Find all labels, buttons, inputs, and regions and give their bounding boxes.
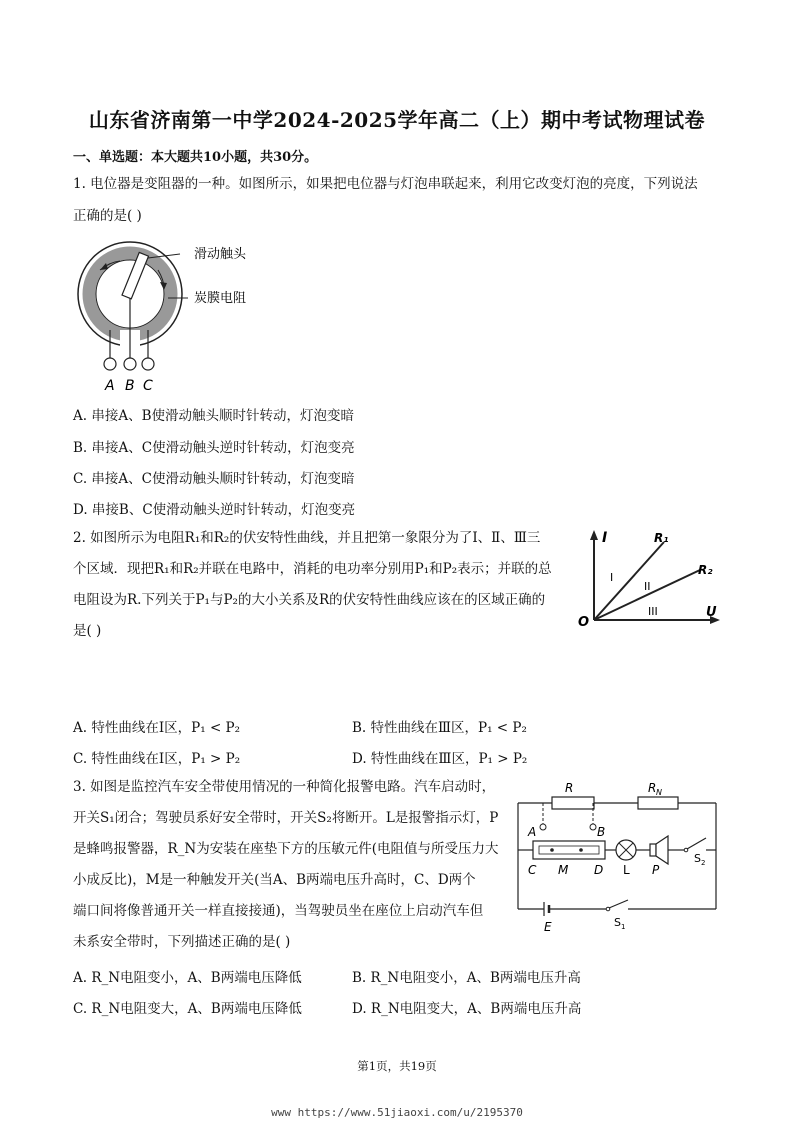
q3-text-line-6: 未系安全带时，下列描述正确的是( ) (73, 934, 291, 950)
r2-label: R₂ (698, 563, 713, 577)
q3-text-line-4: 小成反比)，M是一种触发开关(当A、B两端电压升高时，C、D两个 (73, 872, 476, 888)
page-footer: 第1页，共19页 (357, 1059, 437, 1073)
switch-s2-label: S (694, 852, 701, 865)
q1-option-a: A. 串接A、B使滑动触头顺时针转动，灯泡变暗 (73, 408, 355, 424)
battery-e-label: E (544, 920, 552, 934)
q2-option-c: C. 特性曲线在Ⅰ区，P₁ > P₂ (73, 751, 241, 767)
q1-option-d: D. 串接B、C使滑动触头逆时针转动，灯泡变亮 (73, 502, 356, 518)
q2-text-line-4: 是( ) (73, 623, 102, 639)
trigger-switch-inner (539, 846, 599, 854)
q3-option-b: B. R_N电阻变小，A、B两端电压升高 (352, 970, 581, 986)
terminal-a (104, 358, 116, 370)
q2-text-line-3: 电阻设为R.下列关于P₁与P₂的大小关系及R的伏安特性曲线应该在的区域正确的 (73, 592, 546, 608)
film-label: 炭膜电阻 (194, 291, 247, 306)
trigger-dot-2 (579, 848, 583, 852)
switch-s2-sub: 2 (701, 859, 706, 867)
q3-circuit-figure (510, 776, 724, 936)
terminal-b-label: B (125, 378, 135, 394)
r1-label: R₁ (654, 531, 669, 545)
q3-text-line-2: 开关S₁闭合；驾驶员系好安全带时，开关S₂将断开。L是报警指示灯，P (73, 810, 499, 826)
resistor-r (552, 797, 594, 809)
node-d-label: D (594, 863, 604, 877)
q1-text-line-1: 1. 电位器是变阻器的一种。如图所示，如果把电位器与灯泡串联起来，利用它改变灯泡的亮度，下列说法 (73, 176, 698, 192)
buzzer-horn (656, 836, 668, 864)
region-1-label: I (610, 571, 614, 584)
resistor-r-label: R (565, 781, 574, 795)
q2-iv-graph (572, 526, 722, 632)
origin-label: O (578, 615, 590, 630)
page-title: 山东省济南第一中学2024-2025学年高二（上）期中考试物理试卷 (88, 108, 706, 132)
terminal-c-label: C (143, 378, 153, 394)
q2-option-d: D. 特性曲线在Ⅲ区，P₁ > P₂ (352, 751, 528, 767)
q3-option-a: A. R_N电阻变小，A、B两端电压降低 (73, 970, 302, 986)
q1-option-b: B. 串接A、C使滑动触头逆时针转动，灯泡变亮 (73, 440, 355, 456)
q3-text-line-5: 端口间将像普通开关一样直接接通)，当驾驶员坐在座位上启动汽车但 (73, 903, 484, 919)
switch-s1-blade (609, 900, 628, 908)
terminal-b (124, 358, 136, 370)
lamp-l-label: L (623, 863, 630, 877)
q3-text-line-1: 3. 如图是监控汽车安全带使用情况的一种简化报警电路。汽车启动时， (73, 779, 496, 795)
terminal-c (142, 358, 154, 370)
node-b-label: B (597, 825, 606, 839)
y-axis-label: I (602, 530, 608, 546)
buzzer-p-label: P (652, 863, 660, 877)
q2-text-line-1: 2. 如图所示为电阻R₁和R₂的伏安特性曲线，并且把第一象限分为了Ⅰ、Ⅱ、Ⅲ三 (73, 530, 541, 546)
q1-option-c: C. 串接A、C使滑动触头顺时针转动，灯泡变暗 (73, 471, 355, 487)
q1-potentiometer-figure (70, 234, 310, 394)
node-a (540, 824, 546, 830)
x-axis-label: U (706, 605, 717, 620)
node-c-label: C (528, 863, 537, 877)
q3-option-c: C. R_N电阻变大，A、B两端电压降低 (73, 1001, 302, 1017)
section-heading: 一、单选题：本大题共10小题，共30分。 (73, 150, 318, 165)
q3-option-d: D. R_N电阻变大，A、B两端电压升高 (352, 1001, 582, 1017)
switch-s2-blade (687, 838, 706, 849)
q3-text-line-3: 是蜂鸣报警器，R_N为安装在座垫下方的压敏元件(电阻值与所受压力大 (73, 841, 499, 857)
region-2-label: II (644, 580, 651, 593)
trigger-dot-1 (550, 848, 554, 852)
resistor-rn-sub: N (656, 788, 662, 797)
q1-text-line-2: 正确的是( ) (73, 208, 142, 224)
slider-label: 滑动触头 (194, 247, 247, 262)
terminal-a-label: A (105, 378, 115, 394)
q2-text-line-2: 个区域．现把R₁和R₂并联在电路中，消耗的电功率分别用P₁和P₂表示；并联的总 (73, 561, 552, 577)
buzzer-body (650, 844, 656, 856)
switch-s1-sub: 1 (621, 923, 626, 931)
q2-option-b: B. 特性曲线在Ⅲ区，P₁ < P₂ (352, 720, 527, 736)
resistor-rn-label: R (648, 781, 657, 795)
node-b (590, 824, 596, 830)
region-3-label: III (648, 605, 658, 618)
trigger-m-label: M (558, 863, 569, 877)
switch-s1-label: S (614, 916, 621, 929)
watermark-url: www https://www.51jiaoxi.com/u/2195370 (271, 1106, 523, 1119)
node-a-label: A (528, 825, 537, 839)
q2-option-a: A. 特性曲线在Ⅰ区，P₁ < P₂ (73, 720, 241, 736)
resistor-rn (638, 797, 678, 809)
y-axis-arrow (590, 530, 598, 540)
